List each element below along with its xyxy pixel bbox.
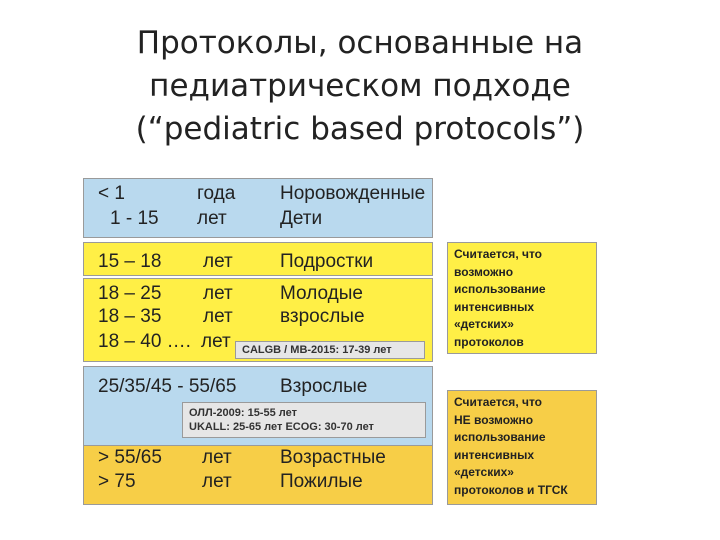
row-group: Возрастные xyxy=(280,447,386,468)
note-line: интенсивных xyxy=(454,299,535,314)
row-group: Подростки xyxy=(280,251,374,272)
row-unit: лет xyxy=(197,208,227,229)
note-line: НЕ возможно xyxy=(454,412,534,427)
adult-protocols-label xyxy=(182,402,426,438)
note-line: протоколов и ТГСК xyxy=(454,482,568,497)
row-unit: лет xyxy=(203,306,233,327)
row-group: Молодые xyxy=(280,283,363,304)
row-group: Дети xyxy=(280,208,323,229)
note-line: «детских» xyxy=(454,465,514,479)
slide-title xyxy=(0,22,720,151)
title-line-2: педиатрическом подходе xyxy=(149,68,571,104)
row-range: 25/35/45 - 55/65 xyxy=(98,376,237,397)
title-line-1: Протоколы, основанные на xyxy=(136,25,584,61)
row-range: 18 – 35 xyxy=(98,306,162,327)
pediatric-not-possible-note xyxy=(447,390,597,505)
row-range: < 1 xyxy=(98,183,125,204)
row-unit: лет xyxy=(203,283,233,304)
row-group: взрослые xyxy=(280,306,365,327)
calgb-protocol-label: CALGB / MB-2015: 17-39 лет xyxy=(235,341,425,359)
row-range: 18 – 25 xyxy=(98,283,162,304)
note-line: «детских» xyxy=(454,317,514,331)
row-group: Норовожденные xyxy=(280,183,426,204)
row-unit: лет xyxy=(202,447,232,468)
row-range: > 75 xyxy=(98,471,136,492)
note-line: использование xyxy=(454,282,546,296)
row-unit: лет xyxy=(202,471,232,492)
row-unit: лет xyxy=(201,331,231,352)
row-unit: лет xyxy=(203,251,233,272)
note-line: интенсивных xyxy=(454,447,535,462)
note-line: Считается, что xyxy=(454,395,542,409)
title-line-3: (“pediatric based protocols”) xyxy=(135,111,585,147)
row-group: Пожилые xyxy=(280,471,363,492)
row-range: 1 - 15 xyxy=(110,208,159,229)
row-range: 18 – 40 …. xyxy=(98,331,191,352)
row-range: 15 – 18 xyxy=(98,251,162,272)
row-group: Взрослые xyxy=(280,376,368,397)
row-range: > 55/65 xyxy=(98,447,162,468)
oll-2009-label: ОЛЛ-2009: 15-55 лет xyxy=(189,407,297,419)
note-line: протоколов xyxy=(454,334,524,349)
note-line: использование xyxy=(454,430,546,444)
note-line: возможно xyxy=(454,264,514,279)
ukall-ecog-label: UKALL: 25-65 лет ECOG: 30-70 лет xyxy=(189,421,374,433)
row-unit: года xyxy=(197,183,236,204)
note-line: Считается, что xyxy=(454,247,542,261)
pediatric-possible-note xyxy=(447,242,597,354)
